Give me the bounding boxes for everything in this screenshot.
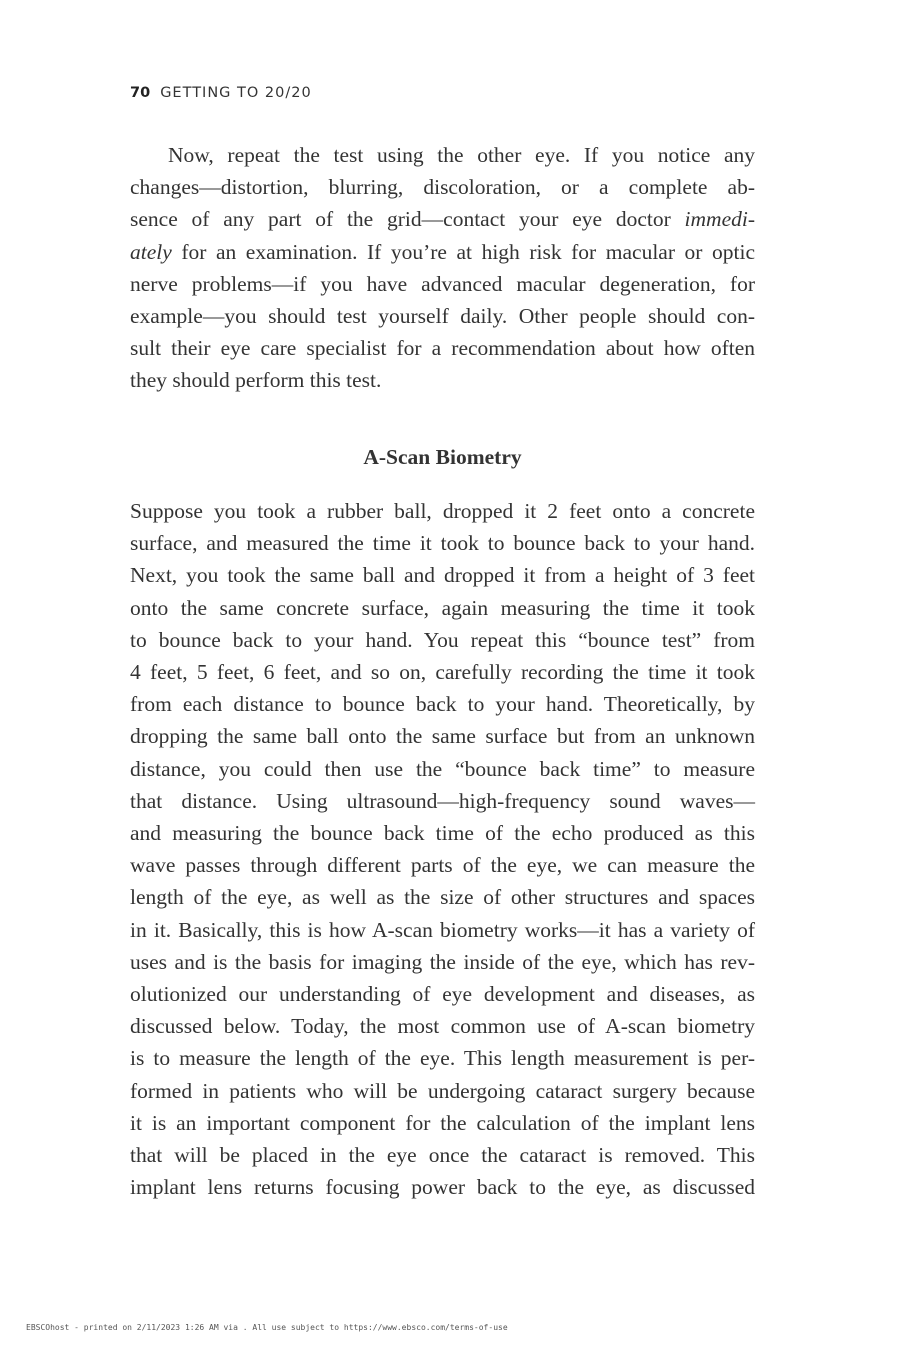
- paragraph-a-scan: [130, 495, 755, 1203]
- text-line: sult their eye care specialist for a recommendation about how often: [130, 336, 755, 361]
- text-line: [130, 203, 755, 235]
- text-line: onto the same concrete surface, again measuring the time it took: [130, 595, 755, 620]
- text-line: and measuring the bounce back time of the echo produced as this: [130, 821, 755, 846]
- text-line: that distance. Using ultrasound—high-frequency sound waves—: [130, 788, 755, 813]
- text-line: Suppose you took a rubber ball, dropped it 2 feet onto a concrete: [130, 499, 755, 523]
- paragraph-repeat-test: [130, 139, 755, 397]
- text-line: discussed below. Today, the most common use of A-scan biometry: [130, 1014, 755, 1039]
- print-footer: EBSCOhost - printed on 2/11/2023 1:26 AM via . All use subject to https://www.ebsco.com/terms-of-use: [26, 1323, 508, 1332]
- emphasis-immediately-end: ately: [130, 239, 172, 264]
- text-line: uses and is the basis for imaging the inside of the eye, which has rev-: [130, 949, 755, 974]
- text-line: it is an important component for the calculation of the implant lens: [130, 1110, 755, 1135]
- text-line: dropping the same ball onto the same surface but from an unknown: [130, 724, 755, 749]
- text-line: [130, 236, 755, 268]
- text-line: wave passes through different parts of the eye, we can measure the: [130, 853, 755, 878]
- text-span: for an examination. If you’re at high risk for macular or optic: [171, 239, 755, 264]
- text-line: changes—distortion, blurring, discoloration, or a complete ab-: [130, 175, 755, 200]
- text-line: nerve problems—if you have advanced macular degeneration, for: [130, 271, 755, 296]
- emphasis-immediately: immedi-: [684, 207, 755, 232]
- text-line: formed in patients who will be undergoing cataract surgery because: [130, 1078, 755, 1103]
- text-line: from each distance to bounce back to your hand. Theoretically, by: [130, 692, 755, 717]
- running-head: [130, 85, 312, 101]
- text-line: example—you should test yourself daily. Other people should con-: [130, 304, 755, 329]
- text-line: that will be placed in the eye once the cataract is removed. This: [130, 1143, 755, 1168]
- text-line: in it. Basically, this is how A-scan biometry works—it has a variety of: [130, 917, 755, 942]
- running-title: GETTING TO 20/20: [160, 85, 312, 101]
- text-span: sence of any part of the grid—contact your eye doctor: [130, 207, 685, 232]
- text-line: implant lens returns focusing power back to the eye, as discussed: [130, 1175, 755, 1200]
- text-line: olutionized our understanding of eye development and diseases, as: [130, 982, 755, 1007]
- text-line: Now, repeat the test using the other eye. If you notice any: [168, 143, 755, 167]
- section-heading: A-Scan Biometry: [363, 445, 522, 469]
- text-line: Next, you took the same ball and dropped it from a height of 3 feet: [130, 563, 755, 588]
- text-line: surface, and measured the time it took to bounce back to your hand.: [130, 531, 755, 556]
- text-line: to bounce back to your hand. You repeat this “bounce test” from: [130, 627, 755, 652]
- text-line: distance, you could then use the “bounce back time” to measure: [130, 756, 755, 781]
- text-line: length of the eye, as well as the size of other structures and spaces: [130, 885, 755, 910]
- text-line: is to measure the length of the eye. This length measurement is per-: [130, 1046, 755, 1071]
- text-line: they should perform this test.: [130, 368, 382, 393]
- page-number: 70: [130, 85, 151, 101]
- text-line: 4 feet, 5 feet, 6 feet, and so on, carefully recording the time it took: [130, 660, 755, 685]
